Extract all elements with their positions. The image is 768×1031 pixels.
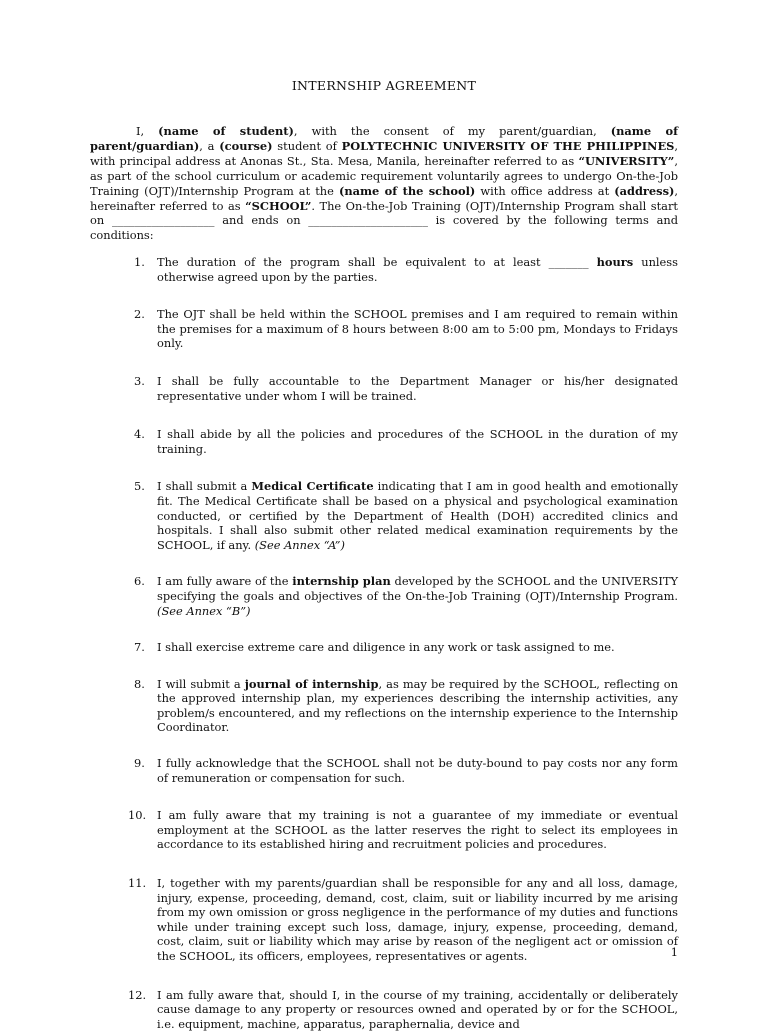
- university-term: “UNIVERSITY”: [578, 153, 675, 168]
- term-item: 7. I shall exercise extreme care and diligence in any work or task assigned to me.: [134, 640, 615, 655]
- term-item: 3. I shall be fully accountable to the Department Manager or his/her designated representative under whom I will be trained.: [134, 373, 678, 403]
- term-item: 11. I, together with my parents/guardian shall be responsible for any and all loss, damage, injury, expense, proceeding, demand, cost, claim, suit or liability incurred by me arising from my own omission or gross negligence in the performance of my duties and functions while under training except such loss, damage, injury, expense, proceeding, demand, cost, claim, suit or liability which may arise by reason of the negligent act or omission of the SCHOOL, its officers, employees, representatives or agents.: [128, 876, 678, 963]
- term-number: 1.: [134, 255, 145, 269]
- terms-list: [90, 255, 678, 1031]
- document-title: INTERNSHIP AGREEMENT: [291, 78, 477, 93]
- term-number: 7.: [134, 640, 145, 655]
- term-number: 8.: [134, 676, 145, 691]
- term-item: 10. I am fully aware that my training is not a guarantee of my immediate or eventual employment at the SCHOOL as the latter reserves the right to select its employees in accordance to its established hiring and recruitment policies and procedures.: [128, 808, 678, 852]
- intro-paragraph: I, (name of student), with the consent of my parent/guardian, (name of parent/guardian), a (course) student of POLYTECHNIC UNIVERSITY OF THE PHILIPPINES, with principal address at Anonas St., Sta. Mesa, Manila, hereinafter referred to as “UNIVERSITY”, as part of the school curriculum or academic requirement voluntarily agrees to undergo On-the-Job Training (OJT)/Internship Program at the (name of the school) with office address at (address), hereinafter referred to as “SCHOOL”. The On-the-Job Training (OJT)/Internship Program shall start on __________________ and ends on _____________________ is covered by the following terms and conditions:: [90, 124, 678, 243]
- address-placeholder: (address): [614, 183, 675, 198]
- term-item: 8. I will submit a journal of internship, as may be required by the SCHOOL, reflecting on the approved internship plan, my experiences describing the internship activities, any problem/s encountered, and my reflections on the internship experience to the Internship Coordinator.: [134, 676, 678, 735]
- page-number: 1: [670, 945, 678, 959]
- guardian-name-placeholder: (name of parent/guardian): [90, 124, 678, 153]
- term-item: 5. I shall submit a Medical Certificate indicating that I am in good health and emotionally fit. The Medical Certificate shall be based on a physical and psychological examination conducted, or certified by the Department of Health (DOH) accredited clinics and hospitals. I shall also submit other related medical examination requirements by the SCHOOL, if any. (See Annex “A”): [134, 479, 679, 552]
- university-name: POLYTECHNIC UNIVERSITY OF THE PHILIPPINES: [341, 138, 675, 153]
- term-number: 9.: [134, 756, 145, 771]
- student-name-placeholder: (name of student): [158, 124, 294, 138]
- term-number: 6.: [134, 574, 145, 589]
- term-item: 9. I fully acknowledge that the SCHOOL shall not be duty-bound to pay costs nor any form of remuneration or compensation for such.: [134, 756, 678, 785]
- term-number: 10.: [128, 808, 147, 823]
- term-number: 2.: [134, 307, 145, 322]
- term-item: 12. I am fully aware that, should I, in the course of my training, accidentally or deliberately cause damage to any property or resources owned and operated by or for the SCHOOL, i.e. equipment, machine, apparatus, paraphernalia, device and: [128, 987, 678, 1031]
- term-number: 12.: [128, 987, 147, 1002]
- school-name-placeholder: (name of the school): [338, 183, 476, 198]
- term-number: 5.: [134, 479, 145, 494]
- term-number: 3.: [134, 373, 145, 388]
- term-number: 4.: [134, 427, 145, 442]
- course-placeholder: (course): [219, 138, 273, 153]
- term-item: 6. I am fully aware of the internship plan developed by the SCHOOL and the UNIVERSITY specifying the goals and objectives of the On-the-Job Training (OJT)/Internship Program. (See Annex “B”): [134, 574, 678, 618]
- school-term: “SCHOOL”: [245, 198, 312, 213]
- term-item: 4. I shall abide by all the policies and procedures of the SCHOOL in the duration of my training.: [134, 427, 678, 456]
- term-item: 2. The OJT shall be held within the SCHOOL premises and I am required to remain within the premises for a maximum of 8 hours between 8:00 am to 5:00 pm, Mondays to Fridays only.: [134, 307, 678, 351]
- term-number: 11.: [128, 876, 147, 891]
- term-item: 1. The duration of the program shall be equivalent to at least _______ hours unless otherwise agreed upon by the parties.: [134, 255, 678, 284]
